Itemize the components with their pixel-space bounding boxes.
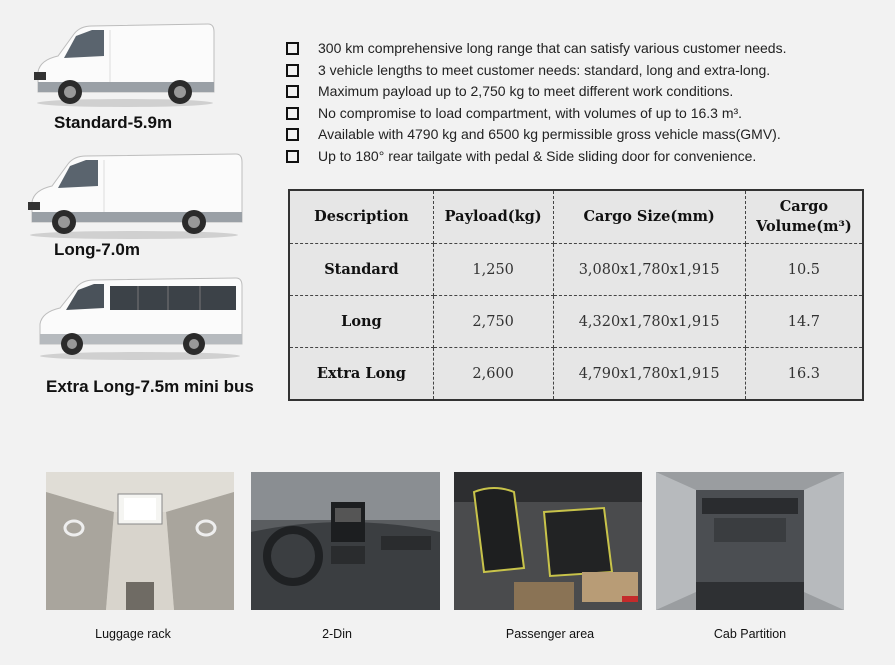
cab-partition-photo: [656, 472, 844, 610]
table-row: [289, 348, 863, 401]
standard-van-image: [30, 20, 220, 108]
header-cargo-volume: Cargo Volume(m³): [745, 190, 863, 244]
row-cargo-volume: 14.7: [745, 296, 863, 348]
table-row: [289, 244, 863, 296]
photo-caption-2-din: 2-Din: [322, 627, 352, 641]
table-header-row: [289, 190, 863, 244]
row-cargo-size: 4,790x1,780x1,915: [553, 348, 745, 401]
passenger-area-photo: [454, 472, 642, 610]
minibus-image: [34, 274, 246, 362]
luggage-rack-photo: [46, 472, 234, 610]
row-payload: 1,250: [433, 244, 553, 296]
checkbox-bullet-icon: [286, 107, 299, 120]
feature-item: 3 vehicle lengths to meet customer needs: standard, long and extra-long.: [286, 60, 786, 82]
row-cargo-volume: 10.5: [745, 244, 863, 296]
checkbox-bullet-icon: [286, 42, 299, 55]
photo-caption-luggage-rack: Luggage rack: [95, 627, 171, 641]
header-payload: Payload(kg): [433, 190, 553, 244]
vehicle-caption-extra-long: Extra Long-7.5m mini bus: [46, 377, 254, 396]
feature-item: No compromise to load compartment, with volumes of up to 16.3 m³.: [286, 103, 786, 125]
header-description: Description: [289, 190, 433, 244]
row-cargo-size: 3,080x1,780x1,915: [553, 244, 745, 296]
header-cargo-size: Cargo Size(mm): [553, 190, 745, 244]
row-payload: 2,600: [433, 348, 553, 401]
vehicle-caption-standard: Standard-5.9m: [54, 113, 173, 132]
spec-table: [288, 189, 864, 401]
checkbox-bullet-icon: [286, 85, 299, 98]
feature-item: Available with 4790 kg and 6500 kg permissible gross vehicle mass(GMV).: [286, 124, 786, 146]
long-van-image: [24, 148, 244, 240]
row-description: Extra Long: [289, 348, 433, 401]
row-description: Long: [289, 296, 433, 348]
row-payload: 2,750: [433, 296, 553, 348]
table-row: [289, 296, 863, 348]
row-description: Standard: [289, 244, 433, 296]
row-cargo-volume: 16.3: [745, 348, 863, 401]
checkbox-bullet-icon: [286, 150, 299, 163]
feature-item: Maximum payload up to 2,750 kg to meet different work conditions.: [286, 81, 786, 103]
feature-item: 300 km comprehensive long range that can satisfy various customer needs.: [286, 38, 786, 60]
photo-caption-passenger-area: Passenger area: [505, 627, 595, 641]
checkbox-bullet-icon: [286, 64, 299, 77]
checkbox-bullet-icon: [286, 128, 299, 141]
row-cargo-size: 4,320x1,780x1,915: [553, 296, 745, 348]
dashboard-photo: [251, 472, 440, 610]
feature-item: Up to 180° rear tailgate with pedal & Side sliding door for convenience.: [286, 146, 786, 168]
features-list: [286, 38, 786, 167]
vehicle-caption-long: Long-7.0m: [54, 240, 140, 259]
photo-caption-cab-partition: Cab Partition: [713, 627, 787, 641]
